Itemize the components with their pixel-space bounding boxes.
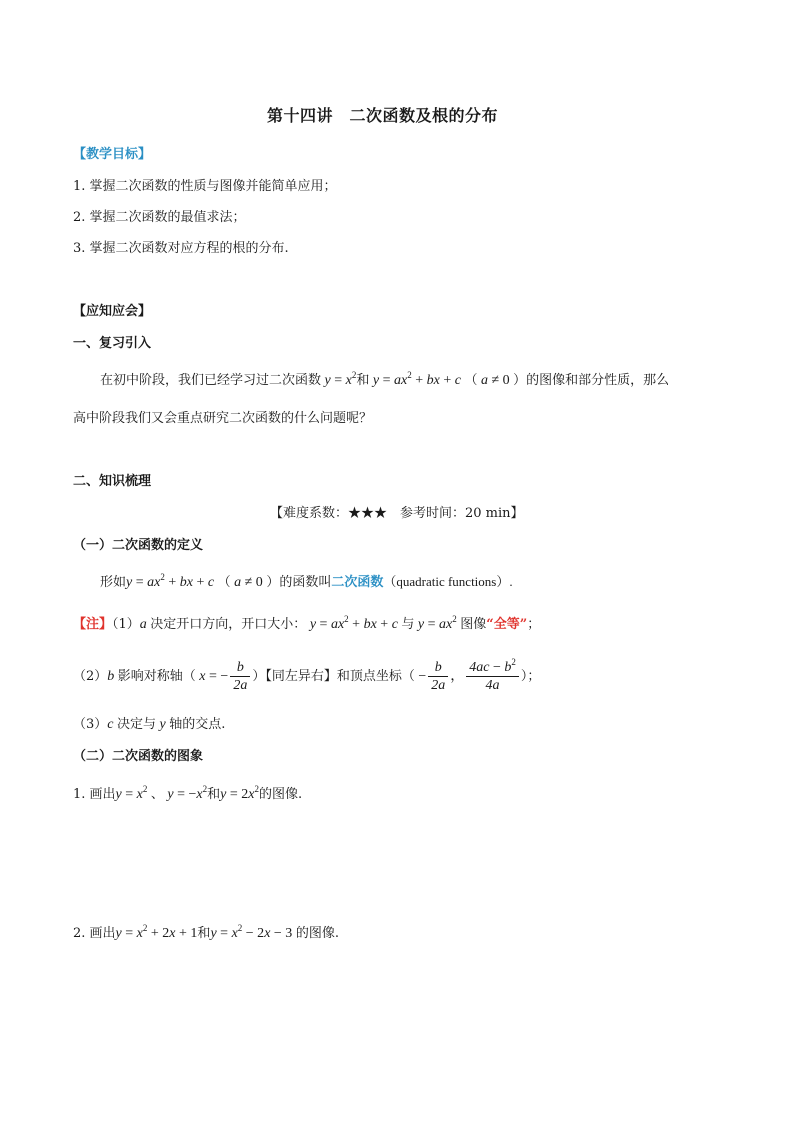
fraction-b-over-2a: $\frac{b}{2a}$ — [230, 659, 250, 694]
difficulty-note: 【难度系数：★★★ 参考时间：20 min】 — [270, 506, 524, 521]
intro-cond-open: （ — [464, 373, 478, 388]
formula-a-nonzero: a ≠ 0 — [477, 373, 510, 388]
q1-formula-3: $y = 2x^2$ — [220, 784, 259, 802]
note-2-text: 影响对称轴（ — [117, 669, 196, 684]
section-knowledge-title: 二、知识梳理 — [73, 474, 152, 489]
note-1-and: 与 — [401, 617, 415, 632]
definition-title: （一）二次函数的定义 — [73, 538, 204, 553]
note-3-var-y: y — [156, 717, 170, 732]
note-1-formula-a: $y = ax^2$ + bx + c — [306, 614, 402, 632]
definition-line — [100, 573, 513, 592]
note-1-quote: “全等” — [486, 617, 528, 632]
q2-formula-2: $y = x^2 - 2x - 3$ — [210, 923, 293, 941]
note-2-end: ）； — [520, 669, 541, 684]
axis-formula: x = − $\frac{b}{2a}$ — [196, 669, 253, 684]
def-formula: $y = ax^2$ + bx + c — [126, 572, 218, 590]
intro-text-a: 在初中阶段，我们已经学习过二次函数 — [100, 373, 322, 388]
note-1 — [73, 616, 540, 634]
formula-y-x2: $y = x^2$ — [321, 370, 357, 388]
def-english: （quadratic functions）. — [383, 574, 513, 589]
q1-pre: 1. 画出 — [73, 787, 116, 802]
def-term: 二次函数 — [331, 575, 384, 590]
note-tag: 【注】 — [73, 617, 113, 632]
vertex-formula: − $\frac{b}{2a}$ ， $\frac{4ac - b^2}{4a}$ — [415, 669, 521, 684]
note-1-post: 图像 — [460, 617, 487, 632]
q1-sep: 、 — [150, 787, 164, 802]
goal-item-2: 2. 掌握二次函数的最值求法； — [73, 210, 246, 225]
q1-and: 和 — [207, 787, 221, 802]
q2-formula-1: $y = x^2 + 2x + 1$ — [115, 923, 198, 941]
def-cond-close: ） — [266, 575, 280, 590]
fraction-vertex-y: $\frac{4ac - b^2}{4a}$ — [466, 659, 519, 694]
q2-post: 的图像. — [295, 926, 339, 941]
note-1-var-a: a — [139, 617, 151, 632]
goals-heading: 【教学目标】 — [73, 147, 152, 162]
intro-paragraph-line2: 高中阶段我们又会重点研究二次函数的什么问题呢？ — [73, 411, 373, 426]
goal-item-1: 1. 掌握二次函数的性质与图像并能简单应用； — [73, 179, 337, 194]
note-3-pre: （3） — [73, 717, 108, 732]
def-cond-open: （ — [217, 575, 231, 590]
note-1-pre: （1） — [112, 617, 140, 632]
q2-and: 和 — [197, 926, 211, 941]
q1-formula-2: $y = -x^2$ — [163, 784, 208, 802]
note-3-var-c: c — [107, 717, 117, 732]
note-3 — [73, 716, 225, 734]
note-1-text: 决定开口方向，开口大小： — [150, 617, 307, 632]
question-1 — [73, 786, 302, 804]
know-heading: 【应知应会】 — [73, 304, 152, 319]
note-3-mid: 决定与 — [117, 717, 157, 732]
note-2-pre: （2） — [73, 669, 108, 684]
q1-post: 的图像. — [259, 787, 303, 802]
formula-general-quadratic: $y = ax^2$ + bx + c — [369, 370, 465, 388]
def-cond: a ≠ 0 — [230, 575, 263, 590]
note-2-var-b: b — [107, 669, 118, 684]
note-1-end: ； — [527, 617, 541, 632]
question-2 — [73, 925, 339, 943]
graphs-title: （二）二次函数的图象 — [73, 749, 204, 764]
def-pre: 形如 — [100, 575, 127, 590]
note-2 — [73, 656, 540, 698]
intro-and: 和 — [356, 373, 370, 388]
intro-paragraph-line1 — [100, 372, 669, 390]
section-review-title: 一、复习引入 — [73, 336, 152, 351]
intro-cond-close: ）的图像和部分性质，那么 — [513, 373, 670, 388]
note-2-tag: ）【同左异右】和顶点坐标（ — [252, 669, 415, 684]
def-mid: 的函数叫 — [279, 575, 332, 590]
note-3-post: 轴的交点. — [169, 717, 226, 732]
page-title: 第十四讲 二次函数及根的分布 — [267, 106, 499, 125]
q2-pre: 2. 画出 — [73, 926, 116, 941]
goal-item-3: 3. 掌握二次函数对应方程的根的分布. — [73, 241, 289, 256]
fraction-vertex-x: $\frac{b}{2a}$ — [428, 659, 448, 694]
q1-formula-1: $y = x^2$ — [115, 784, 148, 802]
note-1-formula-b: $y = ax^2$ — [414, 614, 457, 632]
